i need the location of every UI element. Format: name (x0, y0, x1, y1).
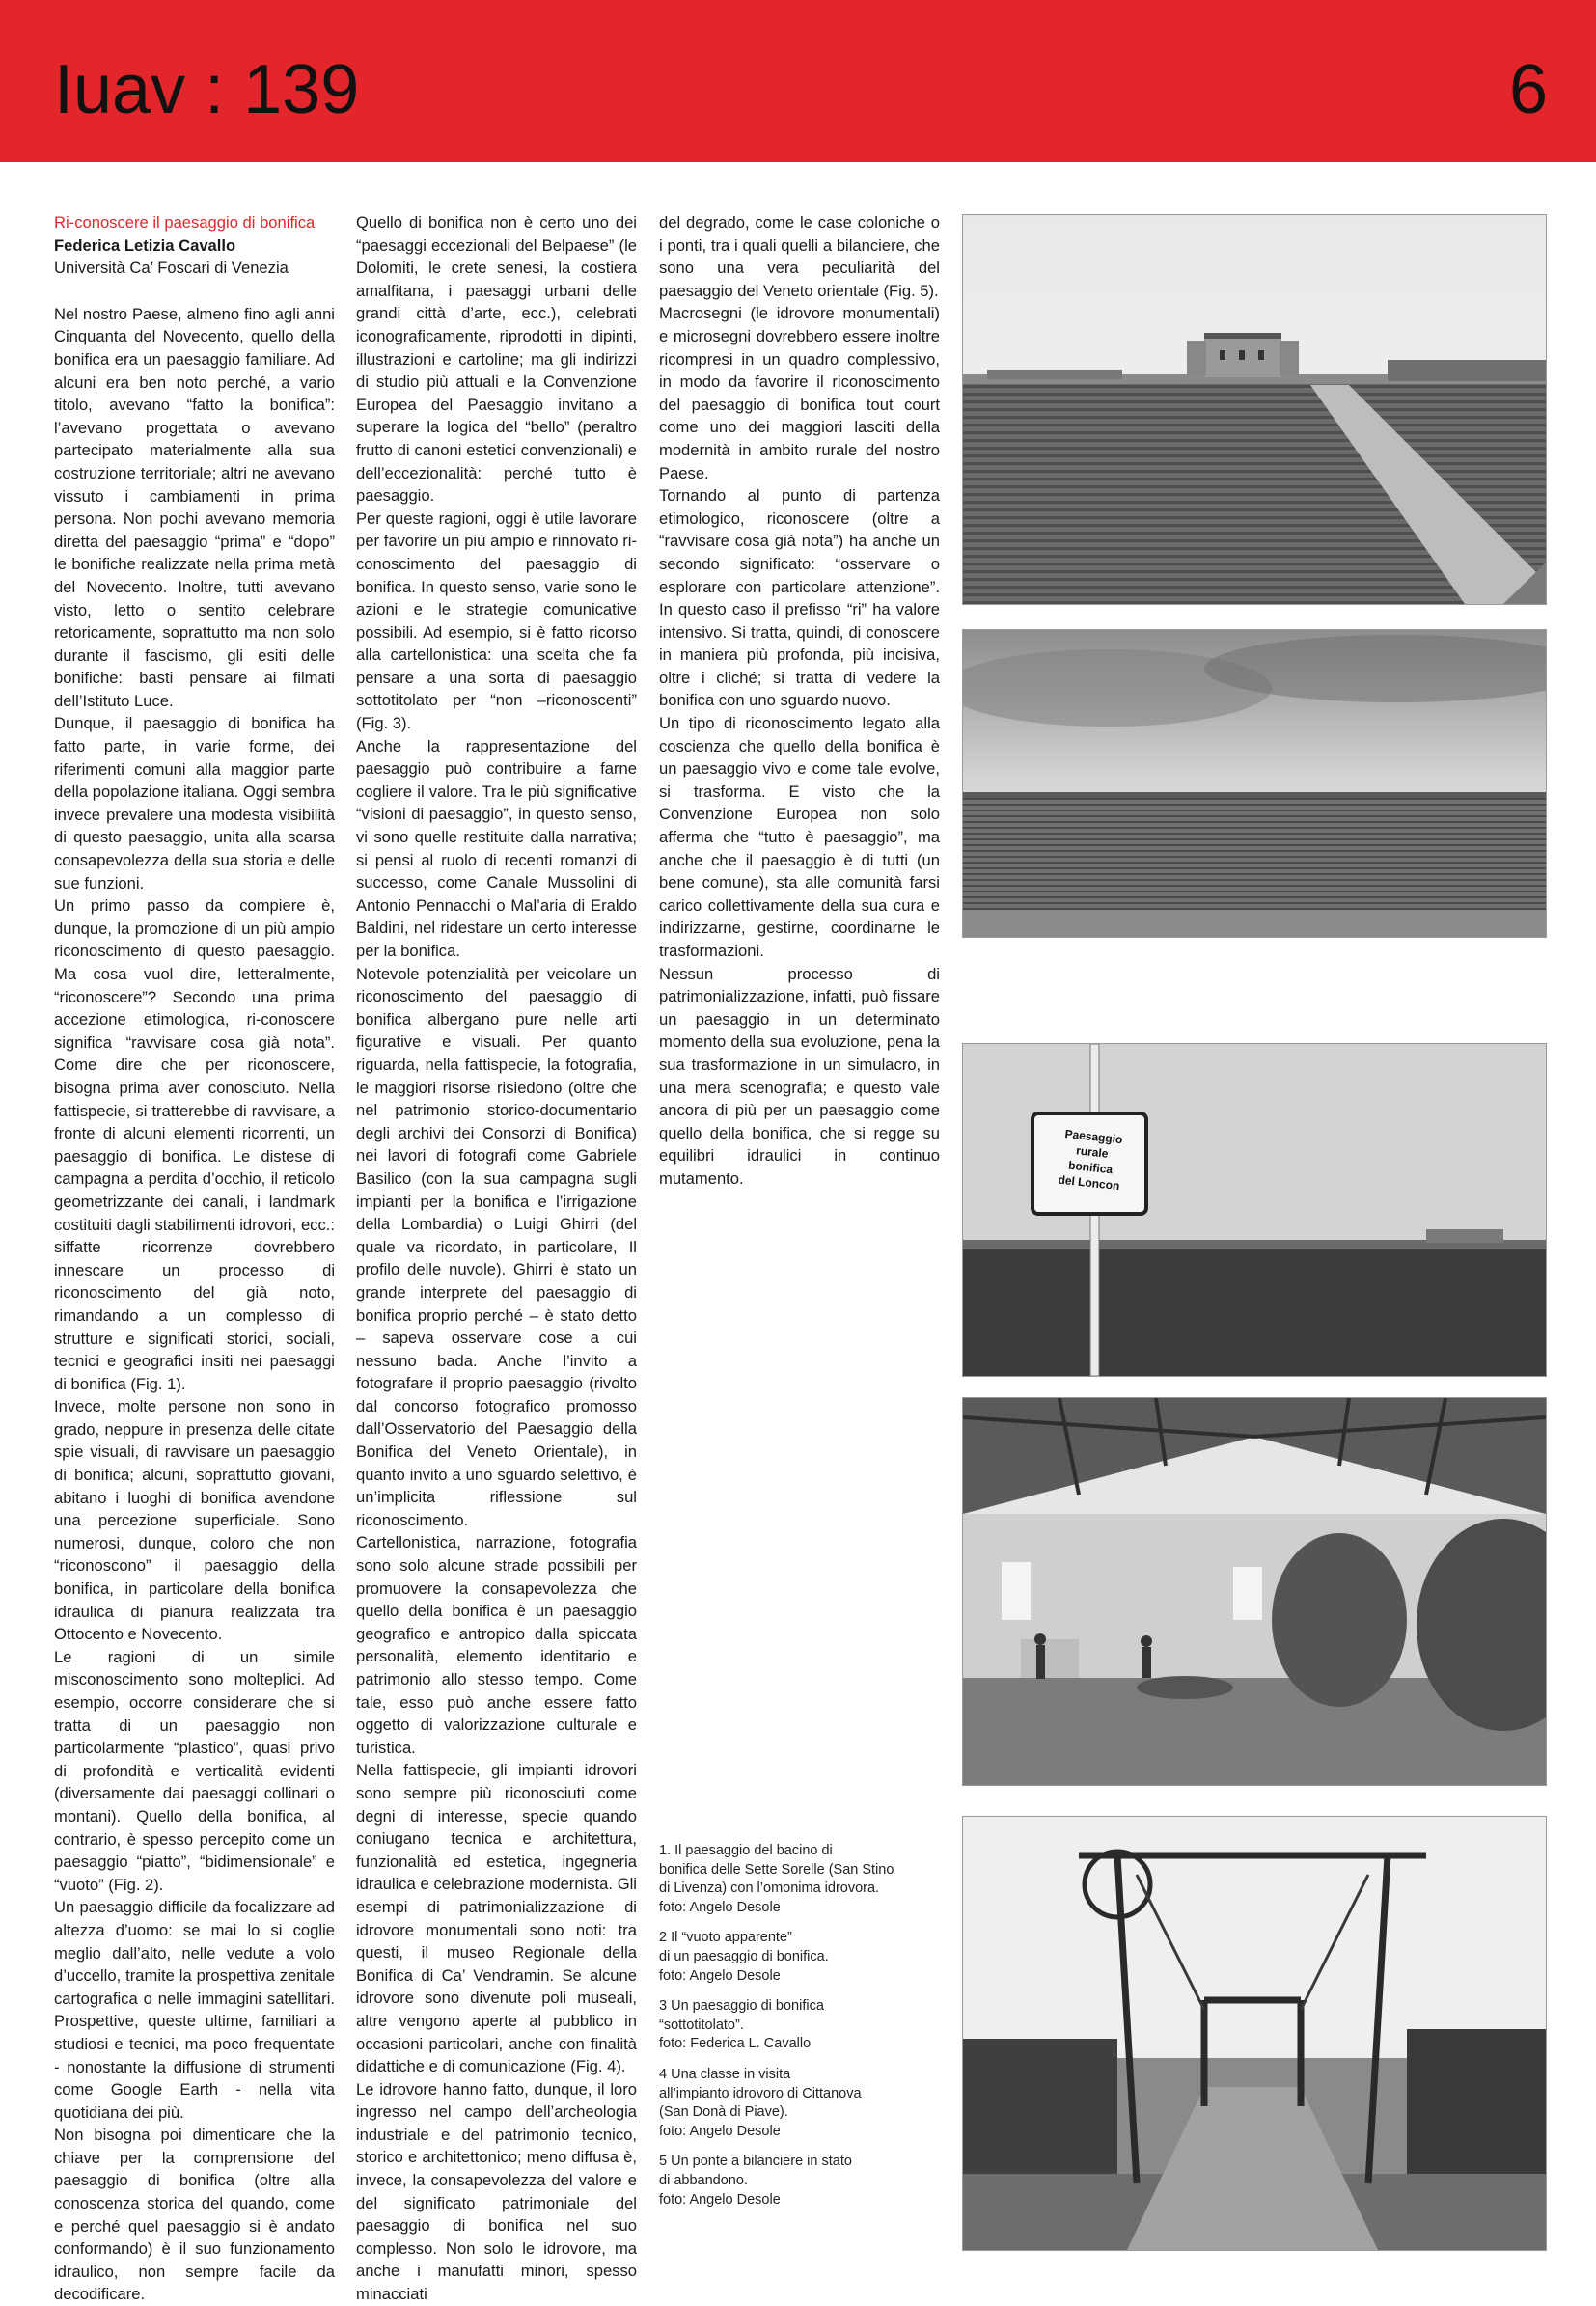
paragraph: Tornando al punto di partenza etimologico, riconoscere (oltre a “ravvisare cosa già nota”) ha anche un secondo significato: “osservare o esplorare con particolare attenzione”. In questo caso il prefisso “ri” ha valore intensivo. Si tratta, quindi, di conoscere in maniera più profonda, più incisiva, oltre i cliché; si tratta di vedere la bonifica con uno sguardo nuovo. (659, 486, 940, 710)
caption-line: foto: Angelo Desole (659, 2191, 781, 2208)
caption-line: “sottotitolato”. (659, 2017, 744, 2033)
article-title: Ri-conoscere il paesaggio di bonifica (54, 213, 316, 232)
sign-line: bonifica (1067, 1158, 1114, 1177)
caption-line: foto: Federica L. Cavallo (659, 2036, 812, 2052)
caption-fig-4 (659, 2066, 949, 2141)
paragraph: Notevole potenzialità per veicolare un riconoscimento del paesaggio di bonifica albergano pure nelle arti figurative e visuali. Per quanto riguarda, nella fattispecie, la fotografia, le maggiori risorse risiedono (oltre che nel patrimonio storico-documentario degli archivi dei Consorzi di Bonifica) nei lavori di fotografi come Gabriele Basilico (con la sua campagna sugli impianti per la bonifica e l’irrigazione della Lombardia) o Luigi Ghirri (del quale va ricordato, in particolare, Il profilo delle nuvole). Ghirri è stato un grande interprete del paesaggio di bonifica proprio perché – è stato detto – sapeva osservare cose a cui nessuno bada. Anche l’invito a fotografare il proprio paesaggio (rivolto dal concorso fotografico promosso dall’Osservatorio del Paesaggio della Bonifica del Veneto Orientale), in quanto invito a uno sguardo selettivo, è un’implicita riflessione sul riconoscimento. (356, 964, 637, 1529)
article-affiliation: Università Ca’ Foscari di Venezia (54, 259, 289, 278)
paragraph: Nella fattispecie, gli impianti idrovori sono sempre più riconosciuti come degni di interesse, specie quando coniugano tecnica e architettura, funzionalità ed estetica, ingegneria idraulica e celebrazione modernista. Gli esempi di patrimonializzazione di idrovore monumentali sono noti: tra questi, il museo Regionale della Bonifica di Ca’ Vendramin. Se alcune idrovore sono divenute poli museali, altre vengono aperte al pubblico in occasioni particolari, anche con finalità didattiche e di comunicazione (Fig. 4). (356, 1761, 637, 2076)
caption-line: foto: Angelo Desole (659, 1967, 781, 1984)
text-column-2 (356, 211, 637, 2306)
photo-fig-2-empty-field (962, 629, 1547, 938)
header-band (0, 0, 1596, 162)
sign-text (1033, 1123, 1149, 1196)
paragraph: Quello di bonifica non è certo uno dei “paesaggi eccezionali del Belpaese” (le Dolomiti, le crete senesi, la costiera amalfitana, i paesaggi urbani delle grandi città d’arte, ecc.), celebrati iconograficamente, riprodotti in dipinti, illustrazioni e cartoline; ma gli indirizzi di studio più attuali e la Convenzione Europea del Paesaggio invitano a superare la logica del “bello” (peraltro frutto di canoni estetici convenzionali) e dell’eccezionalità: perché tutto è paesaggio. (356, 213, 637, 506)
caption-line: di un paesaggio di bonifica. (659, 1948, 829, 1964)
paragraph: Un tipo di riconoscimento legato alla coscienza che quello della bonifica è un paesaggio vivo e come tale evolve, si trasforma. E visto che la Convenzione Europea non solo afferma che “tutto è paesaggio”, ma anche che il paesaggio è di tutti (un bene comune), sta alle comunità farsi carico collettivamente della sua cura e indirizzarne, gestirne, coordinarne le trasformazioni. (659, 714, 940, 960)
paragraph: Nessun processo di patrimonializzazione, infatti, può fissare un paesaggio in un determinato momento della sua evoluzione, pena la sua trasformazione in un simulacro, in una mera scenografia; e questo vale ancora di più per un paesaggio come quello della bonifica, che si regge su equilibri idraulici in continuo mutamento. (659, 964, 940, 1188)
photo-fig-4-pump-hall (962, 1397, 1547, 1786)
photo-fig-3-sign (962, 1043, 1547, 1377)
caption-line: foto: Angelo Desole (659, 2123, 781, 2139)
caption-line: all’impianto idrovoro di Cittanova (659, 2085, 862, 2101)
figure-captions (659, 1842, 949, 2221)
caption-line: 2 Il “vuoto apparente” (659, 1930, 792, 1946)
paragraph: Anche la rappresentazione del paesaggio può contribuire a farne cogliere il valore. Tra le più significative “visioni di paesaggio”, in questo senso, vi sono quelle restituite dalla narrativa; si pensi al ruolo di recenti romanzi di successo, come Canale Mussolini di Antonio Pennacchi o Mal’aria di Eraldo Baldini, nel ridestare un certo interesse per la bonifica. (356, 736, 637, 960)
caption-line: (San Donà di Piave). (659, 2104, 788, 2121)
page-number: 6 (1508, 51, 1548, 128)
sign-line: del Loncon (1057, 1172, 1121, 1194)
caption-fig-5 (659, 2153, 949, 2210)
caption-fig-2 (659, 1929, 949, 1986)
caption-fig-1 (659, 1842, 949, 1917)
paragraph: Invece, molte persone non sono in grado, neppure in presenza delle citate spie visuali, di ravvisare un paesaggio di bonifica; alcuni, soprattutto giovani, abitano i luoghi di bonifica avendone una percezione superficiale. Sono numerosi, dunque, coloro che non “riconoscono” il paesaggio della bonifica, in particolare della bonifica idraulica di pianura realizzata tra Ottocento e Novecento. (54, 1397, 335, 1644)
paragraph: Le ragioni di un simile misconoscimento sono molteplici. Ad esempio, occorre considerare che si tratta di un paesaggio non particolarmente “plastico”, quasi privo di profondità e verticalità evidenti (diversamente dai paesaggi collinari o montani). Quello della bonifica, al contrario, è spesso percepito come un paesaggio “piatto”, “bidimensionale” e “vuoto” (Fig. 2). (54, 1647, 335, 1894)
photo-fig-1-field-road (962, 214, 1547, 605)
caption-line: 3 Un paesaggio di bonifica (659, 1998, 824, 2015)
paragraph: Nel nostro Paese, almeno fino agli anni Cinquanta del Novecento, quello della bonifica era un paesaggio familiare. Ad alcuni era ben noto perché, a vario titolo, avevano “fatto la bonifica”: l’avevano progettata o avevano partecipato materialmente alla sua costruzione territoriale; altri ne avevano vissuto i cambiamenti in prima persona. Non pochi avevano memoria diretta del paesaggio “prima” e “dopo” le bonifiche realizzate nella prima metà del Novecento. Inoltre, tutti avevano visto, letto o sentito celebrare retoricamente, soprattutto ma non solo durante il fascismo, gli esiti delle bonifiche: basti pensare ai filmati dell’Istituto Luce. (54, 304, 335, 710)
masthead-title: Iuav : 139 (54, 51, 360, 128)
caption-fig-3 (659, 1997, 949, 2054)
paragraph: Le idrovore hanno fatto, dunque, il loro ingresso nel campo dell’archeologia industriale e del patrimonio tecnico, storico e architettonico; meno diffusa è, invece, la consapevolezza del valore e del significato patrimoniale del paesaggio di bonifica nel suo complesso. Non solo le idrovore, ma anche i manufatti minori, spesso minacciati (356, 2079, 637, 2304)
text-column-1 (54, 211, 335, 2306)
photo-fig-5-lift-bridge (962, 1816, 1547, 2251)
caption-line: 4 Una classe in visita (659, 2066, 791, 2082)
sign-line: Paesaggio (1063, 1127, 1124, 1147)
paragraph: Non bisogna poi dimenticare che la chiave per la comprensione del paesaggio di bonifica (oltre alla conoscenza storica del quando, come e perché quel paesaggio si è andato conformando) è il suo funzionamento idraulico, non sempre facile da decodificare. (54, 2126, 335, 2304)
caption-line: bonifica delle Sette Sorelle (San Stino (659, 1861, 894, 1878)
caption-line: 1. Il paesaggio del bacino di (659, 1843, 833, 1858)
paragraph: Cartellonistica, narrazione, fotografia sono solo alcune strade possibili per promuovere la consapevolezza che quello della bonifica è un paesaggio geografico e antropico dalla spiccata personalità, elemento identitario e patrimonio allo stesso tempo. Come tale, esso può anche essere fatto oggetto di valorizzazione culturale e turistica. (356, 1533, 637, 1757)
paragraph: del degrado, come le case coloniche o i ponti, tra i quali quelli a bilanciere, che sono una vera peculiarità del paesaggio del Veneto orientale (Fig. 5). (659, 213, 940, 300)
paragraph: Un primo passo da compiere è, dunque, la promozione di un più ampio riconoscimento di questo paesaggio. Ma cosa vuol dire, letteralmente, “riconoscere”? Secondo una prima accezione etimologica, ri-conoscere significa “ravvisare cosa già nota”. Come dire che per riconoscere, bisogna prima aver conosciuto. Nella fattispecie, si tratterebbe di ravvisare, a fronte di alcuni elementi ricorrenti, un paesaggio di bonifica. Le distese di campagna a perdita d’occhio, il reticolo geometrizzante dei canali, i landmark costituiti dagli stabilimenti idrovori, ecc.: siffatte ricorrenze dovrebbero innescare un processo di riconoscimento del già noto, rimandando a un complesso di strutture e significati storici, sociali, tecnici e geografici insiti nei paesaggi di bonifica (Fig. 1). (54, 896, 335, 1393)
caption-line: foto: Angelo Desole (659, 1899, 781, 1915)
paragraph: Per queste ragioni, oggi è utile lavorare per favorire un più ampio e rinnovato ri-conoscimento del paesaggio di bonifica. In questo senso, varie sono le azioni e le strategie comunicative possibili. Ad esempio, si è fatto ricorso alla cartellonistica: una scelta che fa pensare a una sorta di paesaggio sottotitolato per “non –riconoscenti” (Fig. 3). (356, 508, 637, 733)
paragraph: Macrosegni (le idrovore monumentali) e microsegni dovrebbero essere inoltre ricompresi in un quadro complessivo, in modo da favorire il riconoscimento del paesaggio di bonifica tout court come uno dei maggiori lasciti della modernità in ambito rurale del nostro Paese. (659, 304, 940, 482)
sign-line: rurale (1075, 1143, 1110, 1161)
text-column-3 (659, 211, 940, 1191)
paragraph: Un paesaggio difficile da focalizzare ad altezza d’uomo: se mai lo si coglie meglio dall’alto, nelle vedute a volo d’uccello, tramite la prospettiva zenitale cartografica o nelle immagini satellitari. Prospettive, queste ultime, familiari a studiosi e tecnici, ma poco frequentate - nonostante la diffusione di strumenti come Google Earth - nella vita quotidiana dei più. (54, 1898, 335, 2122)
caption-line: di Livenza) con l’omonima idrovora. (659, 1880, 880, 1897)
paragraph: Dunque, il paesaggio di bonifica ha fatto parte, in varie forme, dei riferimenti comuni alla maggior parte della popolazione italiana. Oggi sembra invece prevalere una modesta visibilità di questo paesaggio, unita alla scarsa consapevolezza della sua storia e delle sue funzioni. (54, 714, 335, 892)
article-author: Federica Letizia Cavallo (54, 235, 236, 255)
caption-line: 5 Un ponte a bilanciere in stato (659, 2154, 852, 2170)
caption-line: di abbandono. (659, 2172, 748, 2188)
